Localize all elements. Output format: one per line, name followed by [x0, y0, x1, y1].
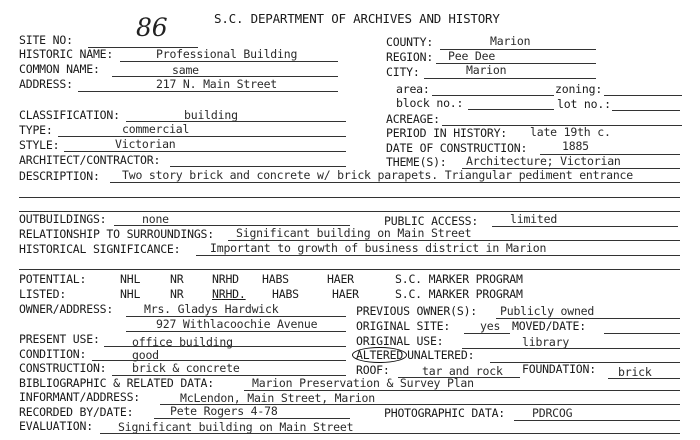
type-label: TYPE: [19, 123, 53, 137]
description-value: Two story brick and concrete w/ brick parapets. Triangular pediment entrance [122, 168, 633, 182]
acreage-label: ACREAGE: [386, 112, 440, 126]
city-value: Marion [466, 63, 507, 77]
historic-name-value: Professional Building [156, 47, 298, 61]
classification-value: building [184, 108, 238, 122]
listed-sc-marker: S.C. MARKER PROGRAM [395, 287, 523, 301]
relationship-label: RELATIONSHIP TO SURROUNDINGS: [19, 227, 214, 241]
listed-nrhd: NRHD. [212, 287, 246, 301]
significance-value: Important to growth of business district in Marion [210, 241, 547, 255]
condition-value: good [132, 348, 159, 362]
city-label: CITY: [386, 65, 420, 79]
themes-value: Architecture; Victorian [466, 154, 621, 168]
bibliographic-label: BIBLIOGRAPHIC & RELATED DATA: [19, 376, 214, 390]
listed-nhl: NHL [120, 287, 141, 301]
area-label: area: [396, 82, 430, 96]
potential-habs: HABS [262, 272, 289, 286]
moved-date-label: MOVED/DATE: [512, 319, 586, 333]
site-no-label: SITE NO: [19, 33, 73, 47]
outbuildings-label: OUTBUILDINGS: [19, 212, 107, 226]
common-name-label: COMMON NAME: [19, 62, 100, 76]
relationship-value: Significant building on Main Street [236, 226, 472, 240]
description-label: DESCRIPTION: [19, 169, 100, 183]
condition-label: CONDITION: [19, 347, 87, 361]
original-use-value: library [522, 335, 570, 349]
period-value: late 19th c. [530, 125, 611, 139]
present-use-label: PRESENT USE: [19, 332, 100, 346]
potential-nrhd: NRHD [212, 272, 239, 286]
public-access-label: PUBLIC ACCESS: [384, 214, 479, 228]
lot-no-label: lot no.: [557, 97, 611, 111]
listed-habs: HABS [272, 287, 299, 301]
construction-value: brick & concrete [132, 361, 240, 375]
listed-label: LISTED: [19, 287, 67, 301]
roof-label: ROOF: [356, 363, 390, 377]
altered-circled: ALTERED [352, 347, 407, 363]
classification-label: CLASSIFICATION: [19, 108, 120, 122]
altered-options [356, 349, 474, 362]
county-value: Marion [490, 34, 531, 48]
original-use-label: ORIGINAL USE: [356, 334, 444, 348]
themes-label: THEME(S): [386, 155, 447, 169]
architect-label: ARCHITECT/CONTRACTOR: [19, 153, 161, 167]
block-no-label: block no.: [396, 96, 464, 110]
listed-haer: HAER [332, 287, 359, 301]
foundation-label: FOUNDATION: [522, 362, 596, 376]
site-no-value: 86 [136, 13, 168, 42]
owner-label: OWNER/ADDRESS: [19, 302, 114, 316]
original-site-value: yes [480, 319, 501, 333]
listed-nr: NR [170, 287, 184, 301]
common-name-value: same [172, 63, 199, 77]
unaltered-label: UNALTERED: [407, 348, 475, 362]
potential-nhl: NHL [120, 272, 141, 286]
potential-haer: HAER [327, 272, 354, 286]
present-use-value: office building [132, 335, 233, 349]
photographic-value: PDRCOG [532, 406, 573, 420]
zoning-label: zoning: [555, 82, 603, 96]
outbuildings-value: none [142, 212, 169, 226]
bibliographic-value: Marion Preservation & Survey Plan [252, 376, 474, 390]
owner-name: Mrs. Gladys Hardwick [144, 302, 279, 316]
date-construction-label: DATE OF CONSTRUCTION: [386, 141, 528, 155]
previous-owners-label: PREVIOUS OWNER(S): [356, 304, 478, 318]
potential-label: POTENTIAL: [19, 272, 87, 286]
evaluation-value: Significant building on Main Street [118, 420, 354, 434]
foundation-value: brick [618, 365, 652, 379]
informant-value: McLendon, Main Street, Marion [180, 391, 375, 405]
style-label: STYLE: [19, 138, 60, 152]
county-label: COUNTY: [386, 35, 434, 49]
recorded-by-value: Pete Rogers 4-78 [170, 404, 278, 418]
construction-label: CONSTRUCTION: [19, 361, 107, 375]
previous-owners-value: Publicly owned [500, 304, 595, 318]
roof-value: tar and rock [422, 364, 503, 378]
informant-label: INFORMANT/ADDRESS: [19, 390, 141, 404]
region-value: Pee Dee [448, 49, 496, 63]
style-value: Victorian [115, 137, 176, 151]
owner-address: 927 Withlacoochie Avenue [156, 317, 318, 331]
date-construction-value: 1885 [562, 139, 589, 153]
original-site-label: ORIGINAL SITE: [356, 319, 451, 333]
address-label: ADDRESS: [19, 77, 73, 91]
form-title: S.C. DEPARTMENT OF ARCHIVES AND HISTORY [214, 11, 500, 26]
recorded-by-label: RECORDED BY/DATE: [19, 405, 134, 419]
type-value: commercial [122, 122, 190, 136]
potential-nr: NR [170, 272, 184, 286]
evaluation-label: EVALUATION: [19, 419, 93, 433]
region-label: REGION: [386, 50, 434, 64]
historic-name-label: HISTORIC NAME: [19, 47, 114, 61]
potential-sc-marker: S.C. MARKER PROGRAM [395, 272, 523, 286]
period-label: PERIOD IN HISTORY: [386, 126, 508, 140]
public-access-value: limited [510, 212, 558, 226]
photographic-label: PHOTOGRAPHIC DATA: [384, 406, 506, 420]
address-value: 217 N. Main Street [156, 77, 278, 91]
significance-label: HISTORICAL SIGNIFICANCE: [19, 242, 181, 256]
